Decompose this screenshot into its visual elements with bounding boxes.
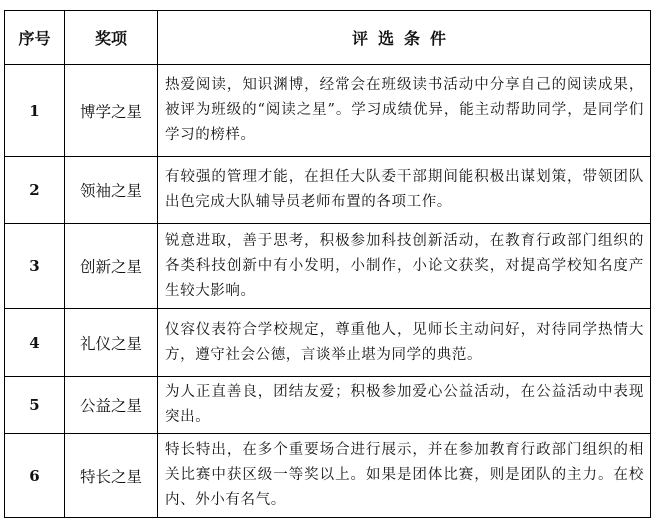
row-award: 博学之星 xyxy=(65,65,158,157)
header-conditions: 评选条件 xyxy=(158,11,651,65)
row-conditions: 为人正直善良，团结友爱；积极参加爱心公益活动，在公益活动中表现突出。 xyxy=(158,377,651,434)
row-number: 2 xyxy=(5,157,65,224)
row-conditions: 锐意进取，善于思考，积极参加科技创新活动，在教育行政部门组织的各类科技创新中有小发明，小制作，小论文获奖，对提高学校知名度产生较大影响。 xyxy=(158,224,651,309)
row-number: 3 xyxy=(5,224,65,309)
row-award: 特长之星 xyxy=(65,434,158,518)
row-number: 6 xyxy=(5,434,65,518)
row-conditions: 特长特出，在多个重要场合进行展示，并在参加教育行政部门组织的相关比赛中获区级一等奖以上。如果是团体比赛，则是团队的主力。在校内、外小有名气。 xyxy=(158,434,651,518)
header-award: 奖项 xyxy=(65,11,158,65)
table-row xyxy=(5,377,651,434)
table-row xyxy=(5,224,651,309)
row-number: 5 xyxy=(5,377,65,434)
row-number: 1 xyxy=(5,65,65,157)
row-conditions: 有较强的管理才能，在担任大队委干部期间能积极出谋划策，带领团队出色完成大队辅导员老师布置的各项工作。 xyxy=(158,157,651,224)
row-number: 4 xyxy=(5,309,65,377)
table-row xyxy=(5,309,651,377)
header-number: 序号 xyxy=(5,11,65,65)
award-criteria-table-wrapper xyxy=(4,10,650,518)
award-criteria-table xyxy=(4,10,651,518)
table-row xyxy=(5,65,651,157)
table-row xyxy=(5,434,651,518)
row-award: 创新之星 xyxy=(65,224,158,309)
row-conditions: 仪容仪表符合学校规定，尊重他人，见师长主动问好，对待同学热情大方，遵守社会公德，言谈举止堪为同学的典范。 xyxy=(158,309,651,377)
row-award: 领袖之星 xyxy=(65,157,158,224)
row-award: 礼仪之星 xyxy=(65,309,158,377)
table-row xyxy=(5,157,651,224)
row-conditions: 热爱阅读，知识渊博，经常会在班级读书活动中分享自己的阅读成果，被评为班级的“阅读之星”。学习成绩优异，能主动帮助同学，是同学们学习的榜样。 xyxy=(158,65,651,157)
table-header-row xyxy=(5,11,651,65)
row-award: 公益之星 xyxy=(65,377,158,434)
